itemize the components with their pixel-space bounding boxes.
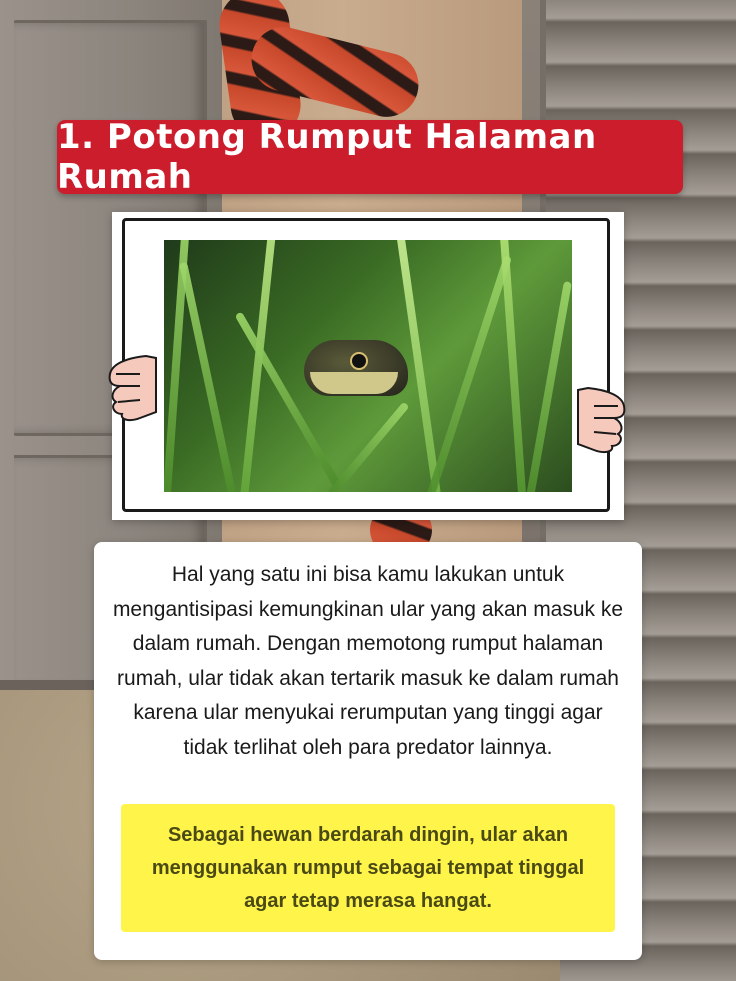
- right-hand-icon: [574, 384, 628, 454]
- body-paragraph: Hal yang satu ini bisa kamu lakukan untuk mengantisipasi kemungkinan ular yang akan masuk ke dalam rumah. Dengan memotong rumput halaman rumah, ular tidak akan tertarik masuk ke dalam rumah karena ular menyukai rerumputan yang tinggi agar tidak terlihat oleh para predator lainnya.: [112, 563, 624, 759]
- left-hand-icon: [106, 352, 160, 422]
- content-card: [94, 542, 642, 960]
- snake-eye: [350, 352, 368, 370]
- title-banner: [57, 117, 683, 197]
- snake-in-grass-photo: [164, 240, 572, 492]
- highlight-box: [121, 804, 615, 932]
- highlight-text: Sebagai hewan berdarah dingin, ular akan menggunakan rumput sebagai tempat tinggal agar tetap merasa hangat.: [151, 823, 585, 912]
- page-title: 1. Potong Rumput Halaman Rumah: [57, 117, 597, 197]
- snake-jaw: [310, 372, 398, 394]
- photo-frame: [112, 212, 624, 520]
